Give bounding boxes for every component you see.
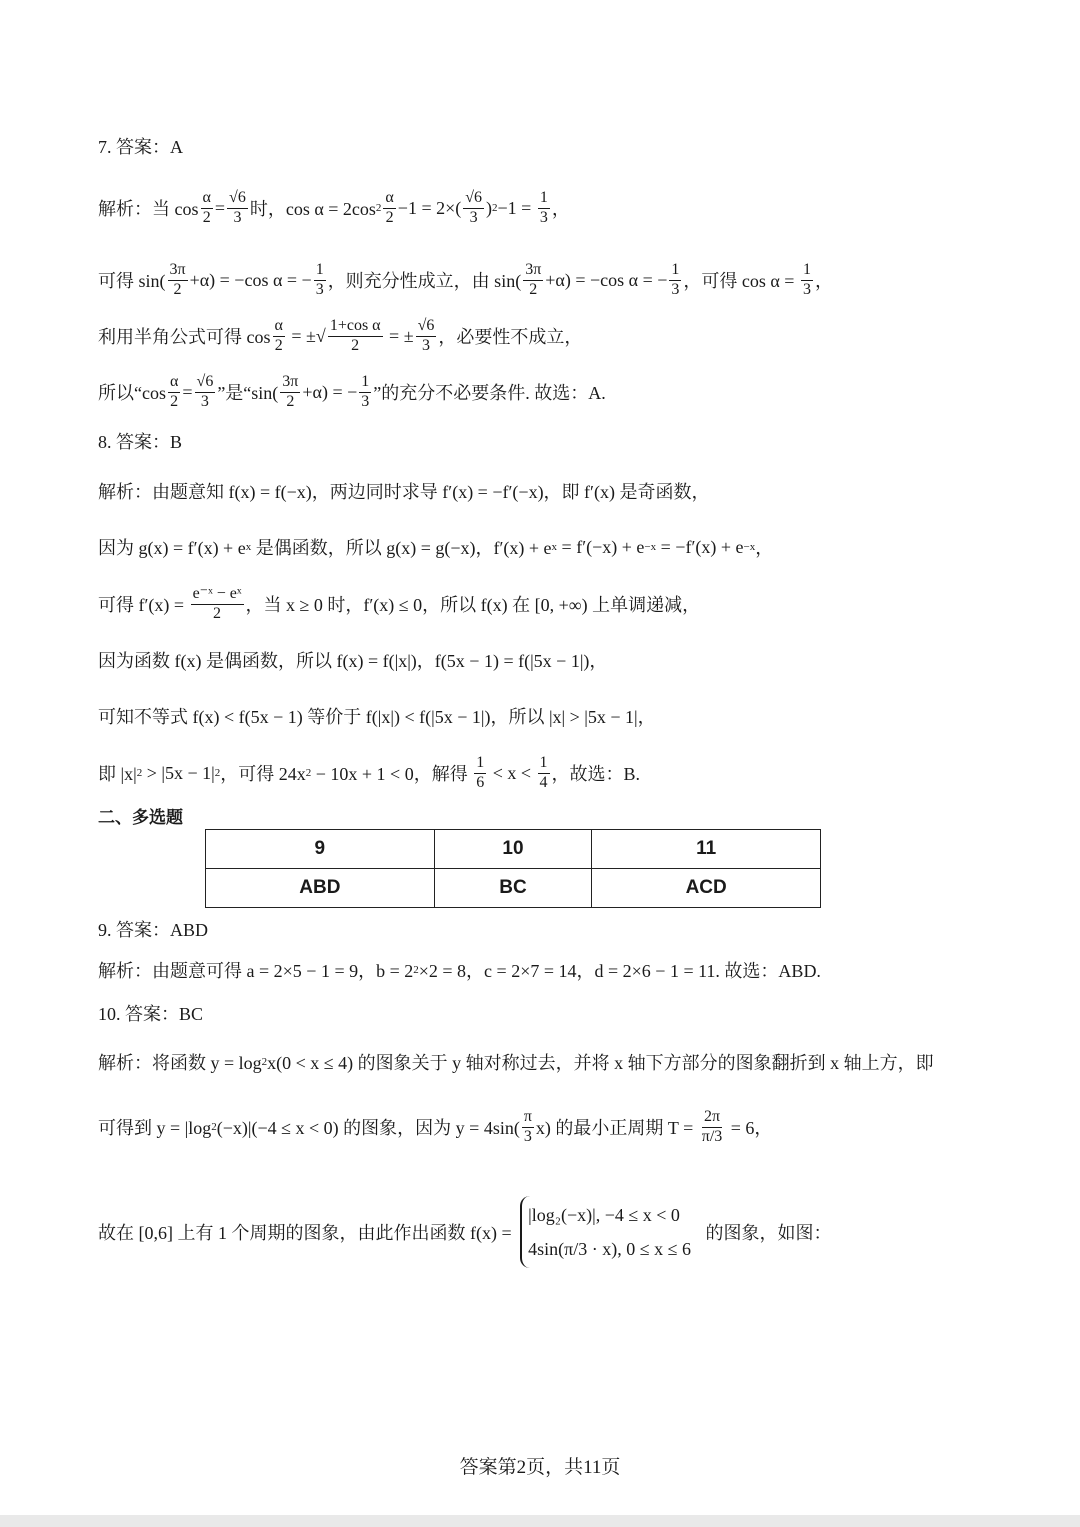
text-segment: 7. 答案：A — [98, 137, 183, 157]
subscript: 2 — [211, 1121, 217, 1133]
text-segment: 可知不等式 f(x) < f(5x − 1) 等价于 f(|x|) < f(|5x − 1|)，所以 |x| > |5x − 1|， — [98, 707, 656, 727]
text-line — [98, 306, 582, 366]
case-line: 4sin(π/3 · x), 0 ≤ x ≤ 6 — [528, 1239, 691, 1259]
text-line — [98, 686, 656, 746]
fraction — [273, 317, 285, 355]
fraction — [538, 754, 550, 792]
page-footer: 答案第2页，共11页 — [459, 1457, 621, 1478]
text-segment: ，故选：B. — [551, 764, 641, 784]
multiple-choice-answer-table — [205, 829, 821, 908]
text-segment: +α) = − — [302, 381, 358, 402]
fraction — [383, 189, 395, 227]
numerator: √6 — [227, 189, 248, 208]
numerator: 1 — [314, 261, 326, 280]
text-segment: 的图象，如图： — [700, 1223, 832, 1243]
fraction — [314, 261, 326, 299]
numerator: α — [201, 189, 213, 208]
text-segment: 利用半角公式可得 cos — [98, 327, 271, 347]
text-segment: (−x)|(−4 ≤ x < 0) 的图象，因为 y = 4sin( — [216, 1118, 520, 1138]
fraction — [474, 754, 486, 792]
text-line — [98, 116, 183, 176]
denominator: 3 — [315, 280, 324, 298]
text-line — [98, 517, 773, 577]
text-segment: ”是“sin( — [217, 383, 279, 403]
text-segment: ×2 = 8，c = 2×7 = 14，d = 2×6 − 1 = 11. 故选：ABD. — [418, 961, 821, 981]
bottom-bar — [0, 1515, 1080, 1527]
numerator: 3π — [168, 261, 188, 280]
fraction — [191, 585, 244, 623]
question-number-cell: 9 — [206, 830, 435, 869]
numerator: 1 — [538, 754, 550, 773]
denominator: 2 — [170, 392, 179, 410]
text-segment: 是偶函数，所以 g(x) = g(−x)，f′(x) + e — [251, 538, 552, 558]
denominator: 3 — [539, 208, 548, 226]
fraction — [700, 1108, 725, 1146]
text-line — [98, 461, 709, 521]
text-segment: 可得到 y = |log — [98, 1118, 212, 1138]
numerator: e⁻ˣ − eˣ — [191, 585, 244, 604]
fraction — [523, 261, 543, 299]
table-row — [206, 869, 821, 908]
denominator: 2 — [385, 208, 394, 226]
text-segment: x(0 < x ≤ 4) 的图象关于 y 轴对称过去，并将 x 轴下方部分的图象翻折到 x 轴上方，即 — [267, 1053, 934, 1073]
numerator: √6 — [463, 189, 484, 208]
text-segment: 故在 [0,6] 上有 1 个周期的图象，由此作出函数 f(x) = — [98, 1223, 517, 1243]
text-segment: ， — [551, 199, 570, 219]
denominator: 3 — [361, 392, 370, 410]
text-line — [98, 630, 607, 690]
text-segment: 即 |x| — [98, 764, 137, 784]
superscript: x — [245, 541, 252, 553]
text-segment: 因为 g(x) = f′(x) + e — [98, 538, 246, 558]
numerator: π — [522, 1108, 534, 1127]
superscript: −x — [743, 541, 756, 553]
text-segment: 解析：由题意可得 a = 2×5 − 1 = 9，b = 2 — [98, 961, 414, 981]
text-segment: = — [214, 197, 226, 218]
superscript: 2 — [375, 202, 382, 214]
numerator: 1 — [359, 373, 371, 392]
numerator: 1+cos α — [328, 317, 383, 336]
fraction — [463, 189, 484, 227]
text-segment: x) 的最小正周期 T = — [535, 1118, 698, 1138]
text-segment: ， — [755, 538, 774, 558]
text-line — [98, 574, 700, 634]
fraction — [168, 261, 188, 299]
numerator: √6 — [195, 373, 216, 392]
subscript: 2 — [261, 1056, 268, 1068]
numerator: α — [168, 373, 180, 392]
text-line — [98, 1097, 772, 1157]
text-line — [98, 178, 570, 238]
numerator: 2π — [702, 1108, 722, 1127]
text-segment: ， — [814, 271, 833, 291]
text-segment: 可得 f′(x) = — [98, 595, 189, 615]
text-segment: ，则充分性成立，由 sin( — [327, 271, 522, 291]
superscript: 2 — [492, 202, 498, 214]
denominator: 2 — [529, 280, 538, 298]
text-segment: = ±√ — [286, 325, 326, 346]
text-line — [98, 1202, 831, 1262]
fraction — [538, 189, 550, 227]
text-segment: 解析：当 cos — [98, 199, 199, 219]
numerator: α — [273, 317, 285, 336]
fraction — [280, 373, 300, 411]
text-segment: +α) = −cos α = − — [545, 269, 668, 290]
text-line — [98, 940, 821, 1000]
numerator: 3π — [280, 373, 300, 392]
superscript: −x — [644, 541, 657, 553]
fraction — [195, 373, 216, 411]
text-segment: ，当 x ≥ 0 时，f′(x) ≤ 0，所以 f(x) 在 [0, +∞) 上单调递减， — [245, 595, 701, 615]
text-segment: ，必要性不成立， — [438, 327, 583, 347]
fraction — [522, 1108, 534, 1146]
denominator: 2 — [213, 604, 222, 622]
text-segment: ”的充分不必要条件. 故选：A. — [373, 383, 606, 403]
fraction — [168, 373, 180, 411]
text-segment: = −f′(x) + e — [656, 536, 744, 557]
text-segment: 可得 sin( — [98, 271, 166, 291]
denominator: 4 — [539, 773, 548, 791]
text-segment: 9. 答案：ABD — [98, 920, 209, 940]
denominator: 2 — [173, 280, 182, 298]
numerator: 1 — [474, 754, 486, 773]
text-segment: 10. 答案：BC — [98, 1004, 204, 1024]
denominator: 2 — [274, 336, 283, 354]
text-segment: = f′(−x) + e — [557, 536, 645, 557]
text-segment: 所以“cos — [98, 383, 166, 403]
text-segment: 因为函数 f(x) 是偶函数，所以 f(x) = f(|x|)，f(5x − 1) = f(|5x − 1|)， — [98, 651, 608, 671]
superscript: 2 — [136, 767, 143, 779]
text-line — [98, 1032, 934, 1092]
denominator: 3 — [421, 336, 430, 354]
text-segment: 解析：将函数 y = log — [98, 1053, 262, 1073]
text-segment: ，可得 cos α = — [683, 271, 799, 291]
numerator: √6 — [416, 317, 437, 336]
answer-cell: ACD — [592, 869, 821, 908]
superscript: x — [551, 541, 558, 553]
superscript: 2 — [214, 767, 221, 779]
fraction — [227, 189, 248, 227]
text-segment: = 6， — [726, 1118, 773, 1138]
superscript: 2 — [305, 767, 312, 779]
denominator: 3 — [233, 208, 242, 226]
text-segment: −1 = 2×( — [397, 197, 462, 218]
answer-cell: ABD — [206, 869, 435, 908]
fraction — [201, 189, 213, 227]
text-segment: < x < — [488, 762, 536, 783]
case-line: |log₂(−x)|, −4 ≤ x < 0 — [528, 1204, 680, 1225]
denominator: 2 — [351, 336, 360, 354]
numerator: α — [383, 189, 395, 208]
fraction — [416, 317, 437, 355]
fraction — [669, 261, 681, 299]
question-number-cell: 11 — [592, 830, 821, 869]
denominator: 2 — [286, 392, 295, 410]
piecewise-cases — [520, 1196, 697, 1268]
numerator: 1 — [801, 261, 813, 280]
text-segment: 8. 答案：B — [98, 432, 183, 452]
denominator: 3 — [469, 208, 478, 226]
question-number-cell: 10 — [434, 830, 592, 869]
text-line — [98, 250, 833, 310]
denominator: 3 — [802, 280, 811, 298]
text-segment: 时，cos α = 2cos — [249, 199, 376, 219]
table-header-row — [206, 830, 821, 869]
fraction — [801, 261, 813, 299]
denominator: π/3 — [701, 1127, 723, 1145]
numerator: 1 — [538, 189, 550, 208]
text-segment: ) — [486, 197, 493, 218]
text-segment: 二、多选题 — [98, 807, 183, 828]
text-segment: > |5x − 1| — [142, 762, 215, 783]
answer-cell: BC — [434, 869, 592, 908]
fraction — [359, 373, 371, 411]
denominator: 3 — [671, 280, 680, 298]
text-segment: +α) = −cos α = − — [189, 269, 312, 290]
fraction — [328, 317, 383, 355]
text-segment: − 10x + 1 < 0，解得 — [311, 764, 473, 784]
text-segment: ，可得 24x — [220, 764, 306, 784]
denominator: 3 — [200, 392, 209, 410]
text-segment: = — [182, 381, 193, 402]
text-segment: 解析：由题意知 f(x) = f(−x)，两边同时求导 f′(x) = −f′(−x)，即 f′(x) 是奇函数， — [98, 482, 710, 502]
denominator: 3 — [523, 1127, 532, 1145]
numerator: 1 — [669, 261, 681, 280]
superscript: 2 — [413, 964, 419, 976]
text-segment: = ± — [384, 325, 414, 346]
numerator: 3π — [523, 261, 543, 280]
denominator: 6 — [476, 773, 485, 791]
denominator: 2 — [202, 208, 211, 226]
text-segment: −1 = — [497, 197, 536, 218]
section-heading — [98, 785, 183, 845]
